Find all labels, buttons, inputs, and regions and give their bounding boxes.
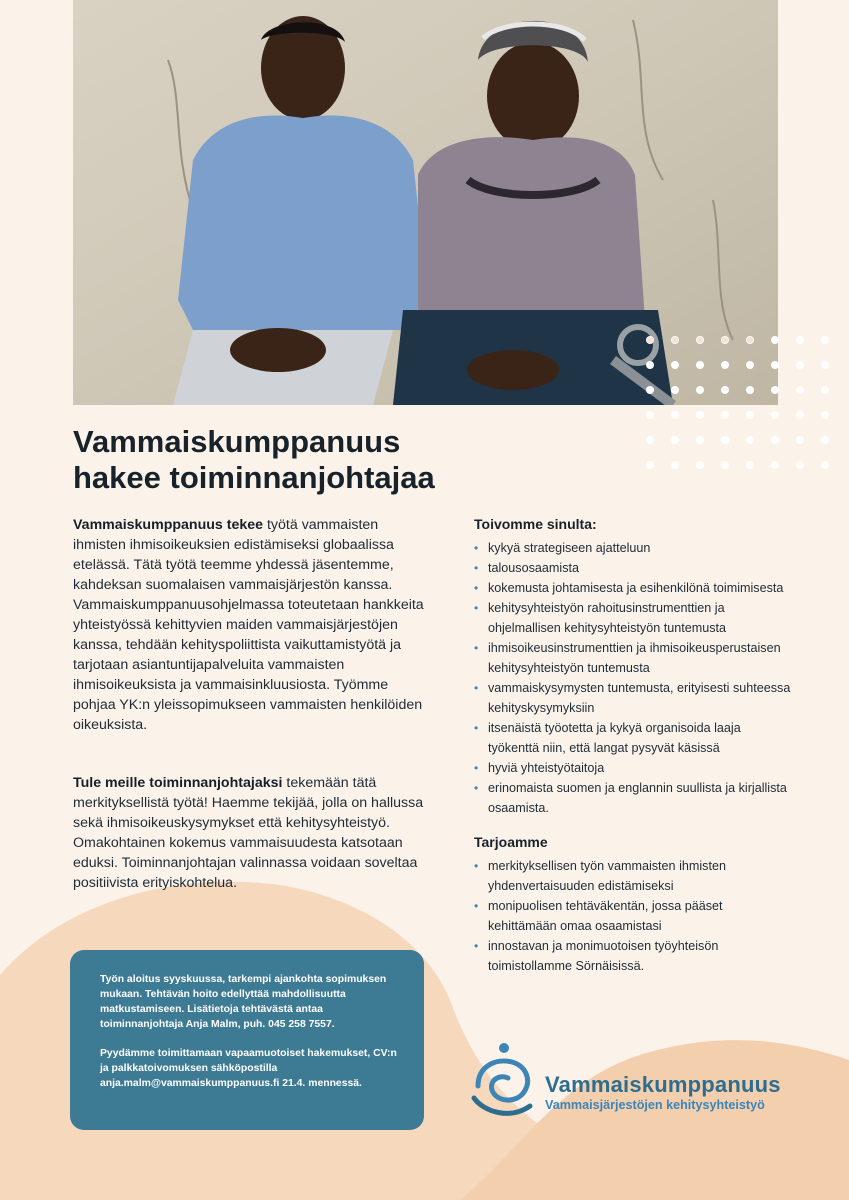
page-title-line-2: hakee toiminnanjohtajaa bbox=[73, 460, 435, 495]
list-item: • kehitysyhteistyön rahoitusinstrumenttien ja ohjelmallisen kehitysyhteistyön tuntemusta bbox=[474, 598, 794, 638]
info-start-paragraph: Työn aloitus syyskuussa, tarkempi ajankohta sopimuksen mukaan. Tehtävän hoito edellyttää mahdollisuutta matkustamiseen. Lisätietoja tehtävästä antaa toiminnanjohtaja Anja Malm, puh. 045 258 7557. bbox=[100, 974, 387, 1030]
offer-section bbox=[474, 832, 794, 976]
bullet-icon: • bbox=[474, 781, 479, 795]
intro-lead: Vammaiskumppanuus tekee bbox=[73, 517, 264, 533]
bullet-icon: • bbox=[474, 541, 479, 555]
list-item: • monipuolisen tehtäväkentän, jossa pääset kehittämään omaa osaamistasi bbox=[474, 896, 794, 936]
list-item: • talousosaamista bbox=[474, 558, 794, 578]
bullet-icon: • bbox=[474, 721, 479, 735]
dot-grid-decoration bbox=[640, 330, 830, 490]
bullet-icon: • bbox=[474, 601, 479, 615]
cta-body: tekemään tätä merkityksellistä työtä! Haemme tekijää, jolla on hallussa sekä ihmisoikeuskysymykset että kehitysyhteistyö. Omakohtainen kokemus vammaisuudesta katsotaan eduksi. Toiminnanjohtajan valinnassa voidaan soveltaa positiivista erityiskohtelua. bbox=[73, 775, 424, 891]
page-title bbox=[73, 424, 493, 496]
application-info-box bbox=[70, 950, 424, 1130]
bullet-icon: • bbox=[474, 859, 479, 873]
bullet-icon: • bbox=[474, 581, 479, 595]
intro-body: työtä vammaisten ihmisten ihmisoikeuksien edistämiseksi globaalissa etelässä. Tätä työtä teemme yhdessä jäsentemme, kahdeksan suomalaisen vammaisjärjestön kanssa. Vammaiskumppanuusohjelmassa toteutetaan hankkeita yhteistyössä kehittyvien maiden vammaisjärjestöjen kanssa, tehdään kehityspoliittista vaikuttamistyötä ja tarjotaan asiantuntijapalveluita vammaisten ihmisoikeuksista ja vammaisinkluusiosta. Työmme pohjaa YK:n yleissopimukseen vammaisten henkilöiden oikeuksista. bbox=[73, 517, 424, 733]
list-item: • vammaiskysymysten tuntemusta, erityisesti suhteessa kehityskysymyksiin bbox=[474, 678, 794, 718]
cta-paragraph bbox=[73, 773, 433, 893]
list-item: • kokemusta johtamisesta ja esihenkilönä toimimisesta bbox=[474, 578, 794, 598]
logo-tagline: Vammaisjärjestöjen kehitysyhteistyö bbox=[545, 1098, 765, 1112]
list-item: • innostavan ja monimuotoisen työyhteisön toimistollamme Sörnäisissä. bbox=[474, 936, 794, 976]
requirements-list bbox=[474, 538, 794, 818]
bullet-icon: • bbox=[474, 641, 479, 655]
cta-lead: Tule meille toiminnanjohtajaksi bbox=[73, 775, 283, 791]
logo-mark-icon bbox=[470, 1040, 542, 1126]
bullet-icon: • bbox=[474, 939, 479, 953]
list-item: • kykyä strategiseen ajatteluun bbox=[474, 538, 794, 558]
list-item: • hyviä yhteistyötaitoja bbox=[474, 758, 794, 778]
list-item: • merkityksellisen työn vammaisten ihmisten yhdenvertaisuuden edistämiseksi bbox=[474, 856, 794, 896]
offer-heading: Tarjoamme bbox=[474, 834, 548, 850]
bullet-icon: • bbox=[474, 761, 479, 775]
page-title-line-1: Vammaiskumppanuus bbox=[73, 424, 401, 459]
info-apply-paragraph: Pyydämme toimittamaan vapaamuotoiset hakemukset, CV:n ja palkkatoivomuksen sähköpostilla anja.malm@vammaiskumppanuus.fi 21.4. mennessä. bbox=[100, 1048, 397, 1089]
offer-list bbox=[474, 856, 794, 976]
list-item: • ihmisoikeusinstrumenttien ja ihmisoikeusperustaisen kehitysyhteistyön tuntemusta bbox=[474, 638, 794, 678]
intro-paragraph bbox=[73, 515, 433, 735]
logo-name: Vammaiskumppanuus bbox=[545, 1072, 781, 1097]
right-column bbox=[474, 514, 794, 976]
organization-logo bbox=[470, 1040, 800, 1126]
requirements-heading: Toivomme sinulta: bbox=[474, 516, 597, 532]
bullet-icon: • bbox=[474, 561, 479, 575]
bullet-icon: • bbox=[474, 681, 479, 695]
bullet-icon: • bbox=[474, 899, 479, 913]
list-item: • erinomaista suomen ja englannin suullista ja kirjallista osaamista. bbox=[474, 778, 794, 818]
list-item: • itsenäistä työotetta ja kykyä organisoida laaja työkenttä niin, että langat pysyvät käsissä bbox=[474, 718, 794, 758]
